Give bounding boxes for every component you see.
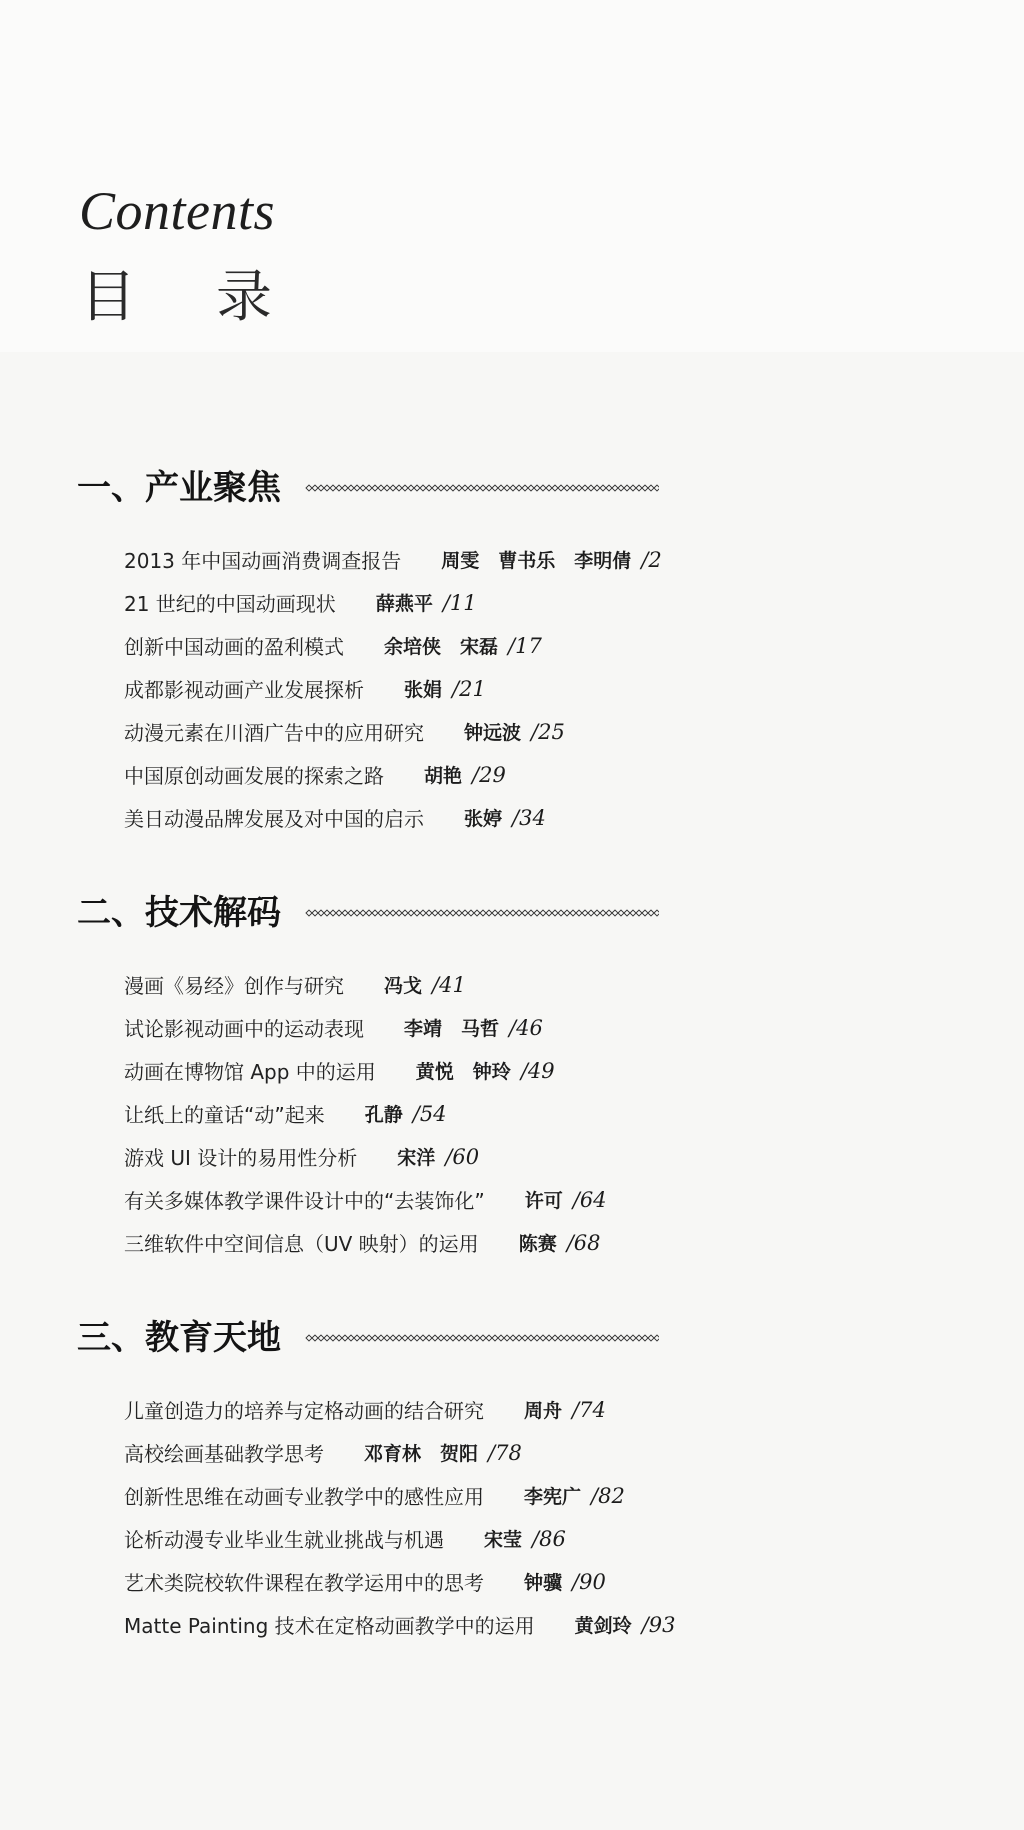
entry-authors: 张婷 [464,808,503,830]
entry-title: 漫画《易经》创作与研究 [124,974,344,998]
section-industry-focus [77,466,977,839]
toc-entry[interactable] [124,710,977,753]
diamond-chain-ornament [303,482,659,494]
toc-entry[interactable] [124,796,977,839]
section-title: 一、产业聚焦 [77,468,281,508]
toc-entry[interactable] [124,1474,977,1517]
section-technology-decode [77,891,977,1264]
entry-page: /64 [572,1187,607,1212]
section-education [77,1316,977,1646]
entry-page: /78 [488,1440,522,1465]
entry-title: 创新中国动画的盈利模式 [124,635,344,659]
entry-title: 动画在博物馆 App 中的运用 [124,1060,376,1084]
entry-title: 试论影视动画中的运动表现 [124,1017,364,1041]
entry-title: 2013 年中国动画消费调查报告 [124,549,402,573]
entry-title: 论析动漫专业毕业生就业挑战与机遇 [124,1528,444,1552]
entry-page: /74 [572,1397,606,1422]
entry-title: 有关多媒体教学课件设计中的“去装饰化” [124,1189,485,1213]
toc-entry[interactable] [124,1006,977,1049]
entry-authors: 薛燕平 [375,593,433,615]
section-title: 三、教育天地 [77,1318,281,1358]
entry-page: /34 [512,805,546,830]
section-heading [77,891,977,935]
entry-authors: 黄悦 钟玲 [415,1061,511,1083]
entry-authors: 孔静 [364,1104,403,1126]
entry-list [124,538,977,839]
entry-page: /21 [452,676,486,701]
entry-authors: 邓育林 贺阳 [364,1443,479,1465]
entry-authors: 冯戈 [384,975,423,997]
entry-title: 三维软件中空间信息（UV 映射）的运用 [124,1232,479,1256]
entry-title: 儿童创造力的培养与定格动画的结合研究 [124,1399,484,1423]
entry-authors: 宋莹 [484,1529,523,1551]
diamond-chain-ornament [303,907,659,919]
entry-title: 21 世纪的中国动画现状 [124,592,336,616]
entry-page: /49 [520,1058,555,1083]
toc-entry[interactable] [124,1049,977,1092]
diamond-chain-ornament [303,1332,659,1344]
toc-entry[interactable] [124,667,977,710]
toc-entry[interactable] [124,753,977,796]
entry-title: 创新性思维在动画专业教学中的感性应用 [124,1485,484,1509]
entry-page: /25 [531,719,565,744]
entry-authors: 胡艳 [424,765,463,787]
entry-page: /60 [445,1144,480,1169]
entry-authors: 李宪广 [524,1486,582,1508]
entry-page: /2 [641,547,662,572]
entry-list [124,1388,977,1646]
entry-title: 游戏 UI 设计的易用性分析 [124,1146,358,1170]
toc-entry[interactable] [124,1517,977,1560]
entry-authors: 张娟 [404,679,443,701]
entry-page: /93 [641,1612,676,1637]
entry-title: 美日动漫品牌发展及对中国的启示 [124,807,424,831]
section-heading [77,466,977,510]
entry-authors: 宋洋 [397,1147,436,1169]
entry-page: /29 [472,762,506,787]
section-heading [77,1316,977,1360]
entry-page: /68 [566,1230,601,1255]
entry-authors: 黄剑玲 [574,1615,632,1637]
entry-title: 高校绘画基础教学思考 [124,1442,324,1466]
entry-authors: 钟远波 [464,722,522,744]
toc-entry[interactable] [124,1388,977,1431]
entry-list [124,963,977,1264]
entry-authors: 陈赛 [518,1233,557,1255]
entry-authors: 许可 [524,1190,563,1212]
toc-entry[interactable] [124,1178,977,1221]
entry-page: /82 [591,1483,625,1508]
toc-entry[interactable] [124,1092,977,1135]
entry-title: 艺术类院校软件课程在教学运用中的思考 [124,1571,484,1595]
entry-page: /41 [432,972,466,997]
toc-entry[interactable] [124,1221,977,1264]
toc-entry[interactable] [124,1603,977,1646]
toc-entry[interactable] [124,1560,977,1603]
toc-entry[interactable] [124,624,977,667]
entry-page: /90 [572,1569,606,1594]
entry-title: 让纸上的童话“动”起来 [124,1103,325,1127]
entry-authors: 周舟 [524,1400,563,1422]
entry-authors: 李靖 马哲 [404,1018,500,1040]
entry-page: /17 [508,633,542,658]
entry-title: Matte Painting 技术在定格动画教学中的运用 [124,1614,535,1638]
entry-authors: 余培侠 宋磊 [384,636,499,658]
contents-title-cn: 目录 [80,265,352,330]
entry-page: /11 [442,590,477,615]
toc-entry[interactable] [124,963,977,1006]
entry-authors: 钟骥 [524,1572,563,1594]
entry-title: 中国原创动画发展的探索之路 [124,764,384,788]
entry-page: /54 [412,1101,447,1126]
entry-page: /86 [532,1526,566,1551]
entry-title: 成都影视动画产业发展探析 [124,678,364,702]
toc-entry[interactable] [124,1431,977,1474]
entry-title: 动漫元素在川酒广告中的应用研究 [124,721,424,745]
entry-page: /46 [509,1015,543,1040]
toc-entry[interactable] [124,581,977,624]
contents-title-en: Contents [79,181,276,241]
toc-entry[interactable] [124,538,977,581]
toc-entry[interactable] [124,1135,977,1178]
entry-authors: 周雯 曹书乐 李明倩 [441,550,632,572]
section-title: 二、技术解码 [77,893,281,933]
